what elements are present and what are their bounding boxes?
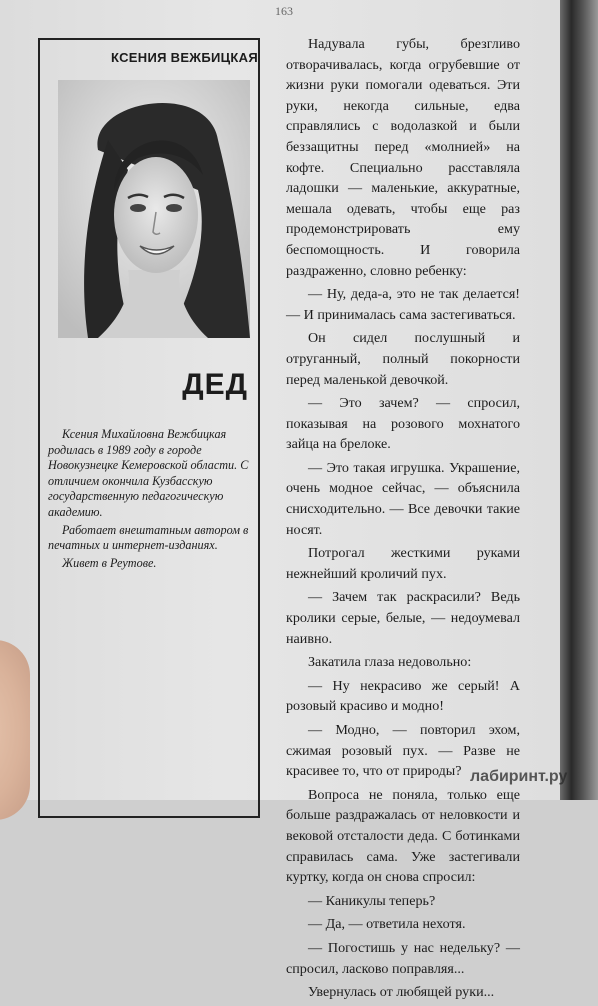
story-paragraph: — Это зачем? — спросил, показывая на розового мохнатого зайца на брелоке. (286, 395, 520, 453)
story-paragraph: Увернулась от любящей руки... (308, 984, 495, 1001)
bio-paragraph: Ксения Михайловна Вежбицкая родилась в 1989 году в городе Новокузнецке Кемеровской области. С отличием окончила Кузбасскую государственную педагогическую академию. (48, 427, 249, 519)
story-paragraph: — Зачем так раскрасили? Ведь кролики серые, белые, — недоумевал наивно. (286, 589, 520, 647)
story-title: ДЕД (182, 368, 248, 401)
page-number: 163 (275, 4, 293, 18)
story-paragraph: Он сидел послушный и отруганный, полный покорности перед маленькой девочкой. (286, 330, 520, 388)
thumb-holding-book (0, 640, 30, 820)
watermark-text: лабиринт.ру (470, 768, 568, 785)
story-paragraph: Закатила глаза недовольно: (308, 654, 472, 671)
story-paragraph: — Погостишь у нас недельку? — спросил, ласково поправляя... (286, 939, 520, 977)
author-photo (58, 80, 250, 338)
bio-paragraph: Живет в Реутове. (62, 555, 157, 570)
story-text (286, 34, 520, 1006)
story-paragraph: — Ну, деда-а, это не так делается! — И принималась сама застегиваться. (286, 286, 520, 323)
story-paragraph: — Это такая игрушка. Украшение, очень модное сейчас, — объяснила снисходительно. — Все девочки такие носят. (286, 459, 520, 538)
story-paragraph: Потрогал жесткими руками нежнейший кроличий пух. (286, 545, 520, 582)
story-paragraph: — Да, — ответила нехотя. (308, 916, 466, 933)
book-spine-shadow (560, 0, 598, 800)
story-paragraph: Надувала губы, брезгливо отворачивалась, когда огрубевшие от жизни руки помогали одеваться. Эти руки, некогда сильные, едва справлялись с водолазкой и были беззащитны перед «молнией» на кофте. Специально расставляла ладошки — маленькие, аккуратные, мешала одевать, чтобы еще раз продемонстрировать ему беспомощность. И говорила раздраженно, словно ребенку: (286, 36, 520, 279)
author-bio (48, 427, 253, 571)
story-paragraph: Вопроса не поняла, только еще больше раздражалась от неловкости и вековой отсталости деда. С ботинками справилась сама. Уже застегивали куртку, когда он снова спросил: (286, 786, 520, 886)
bio-paragraph: Работает внештатным автором в печатных и интернет-изданиях. (48, 522, 249, 553)
story-paragraph: — Каникулы теперь? (308, 892, 436, 909)
author-name: КСЕНИЯ ВЕЖБИЦКАЯ (111, 50, 258, 65)
author-portrait-image (58, 80, 250, 338)
story-paragraph: — Ну некрасиво же серый! А розовый красиво и модно! (286, 677, 520, 715)
story-paragraph: — Модно, — повторил эхом, сжимая розовый пух. — Разве не красивее то, что от природы? (286, 722, 520, 780)
